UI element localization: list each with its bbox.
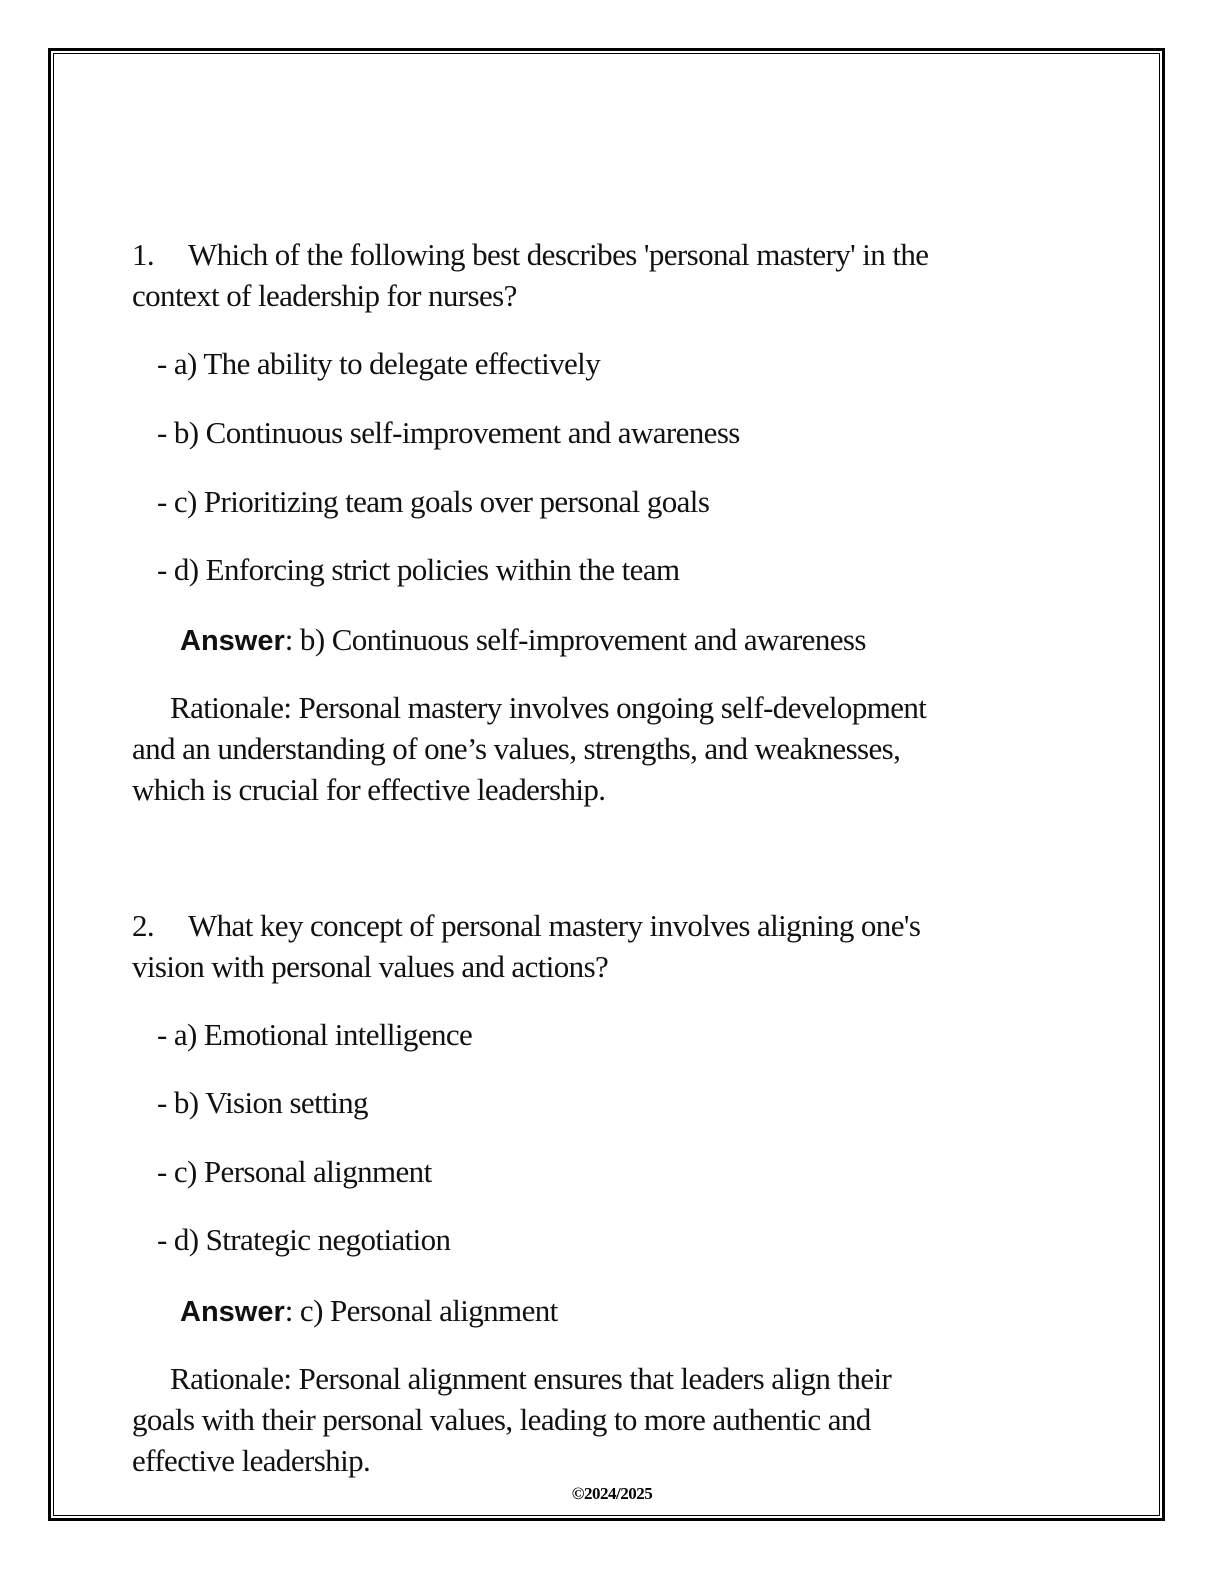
question-number: 1.: [132, 237, 155, 272]
option-a: - a) The ability to delegate effectively: [157, 346, 601, 381]
option-d: - d) Enforcing strict policies within the team: [157, 552, 680, 587]
question-1-line2: context of leadership for nurses?: [132, 278, 517, 313]
question-text: Which of the following best describes 'personal mastery' in the: [188, 237, 929, 272]
answer-label: Answer: [180, 1296, 285, 1328]
answer-text: : b) Continuous self-improvement and awareness: [284, 622, 866, 657]
rationale-2-line3: effective leadership.: [132, 1443, 371, 1478]
option-a: - a) Emotional intelligence: [157, 1017, 473, 1052]
answer-2: [180, 1290, 558, 1333]
question-2-line1: [132, 905, 920, 946]
rationale-1-line3: which is crucial for effective leadership.: [132, 772, 606, 807]
question-number: 2.: [132, 908, 155, 943]
rationale-2-line2: goals with their personal values, leading to more authentic and: [132, 1402, 871, 1437]
answer-label: Answer: [180, 625, 285, 657]
rationale-1-line1: Rationale: Personal mastery involves ongoing self-development: [170, 690, 927, 725]
rationale-1-line2: and an understanding of one’s values, strengths, and weaknesses,: [132, 731, 901, 766]
option-b: - b) Vision setting: [157, 1085, 368, 1120]
rationale-2-line1: Rationale: Personal alignment ensures that leaders align their: [170, 1361, 892, 1396]
option-c: - c) Personal alignment: [157, 1154, 432, 1189]
answer-1: [180, 619, 866, 662]
option-b: - b) Continuous self-improvement and awareness: [157, 415, 740, 450]
question-text: What key concept of personal mastery involves aligning one's: [188, 908, 921, 943]
question-1-line1: [132, 234, 928, 275]
question-2-line2: vision with personal values and actions?: [132, 949, 609, 984]
option-c: - c) Prioritizing team goals over personal goals: [157, 484, 710, 519]
copyright-footer: ©2024/2025: [571, 1484, 653, 1503]
answer-text: : c) Personal alignment: [284, 1293, 558, 1328]
option-d: - d) Strategic negotiation: [157, 1222, 451, 1257]
